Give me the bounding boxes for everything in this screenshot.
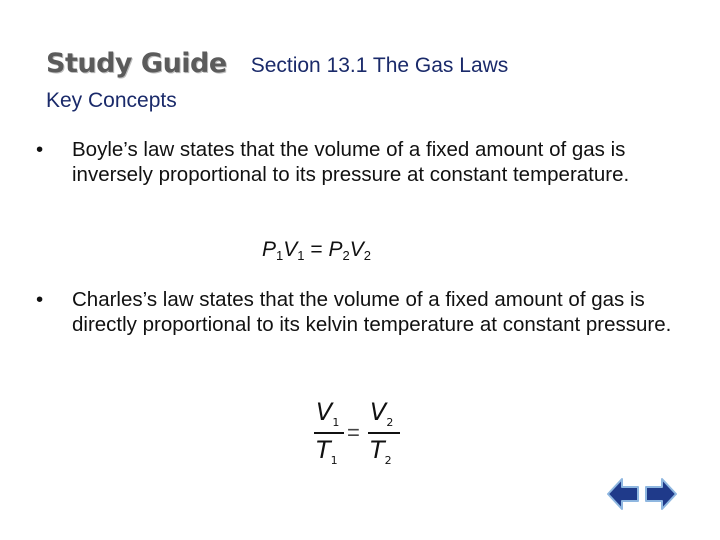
eq-t1-subscript: 1 [330, 454, 338, 467]
right-arrow-icon[interactable] [644, 476, 678, 512]
denominator-left [316, 436, 338, 467]
eq-v2-subscript: 2 [363, 248, 371, 263]
eq-t2-subscript: 2 [384, 454, 392, 467]
slide-navigation [606, 476, 678, 512]
fraction-bar-right [368, 432, 400, 434]
eq-equals: = [304, 238, 329, 261]
eq-p1-subscript: 1 [276, 248, 284, 263]
boyles-law-equation [262, 238, 371, 263]
bullet-marker: • [36, 138, 44, 161]
left-arrow-icon[interactable] [606, 476, 640, 512]
numerator-left [316, 398, 339, 429]
eq-t2: T [370, 436, 385, 464]
eq-v1-subscript: 1 [332, 416, 340, 429]
eq-v1: V [316, 398, 333, 426]
charles-law-equation [310, 398, 410, 472]
eq-v2: V [349, 238, 364, 261]
denominator-right [370, 436, 392, 467]
eq-v2: V [370, 398, 387, 426]
fraction-bar-left [314, 432, 344, 434]
bullet-boyles-law [36, 138, 676, 187]
header [46, 48, 508, 84]
numerator-right [370, 398, 393, 429]
bullet-charles-law [36, 288, 676, 337]
bullet-text: Charles’s law states that the volume of a fixed amount of gas is directly proportional to its kelvin temperature at constant pressure. [72, 288, 672, 336]
eq-v1-subscript: 1 [297, 248, 305, 263]
section-title: Section 13.1 The Gas Laws [250, 54, 509, 77]
eq-p1: P [262, 238, 277, 261]
eq-p2-subscript: 2 [342, 248, 350, 263]
bullet-text: Boyle’s law states that the volume of a fixed amount of gas is inversely proportional to its pressure at constant temperature. [72, 138, 630, 186]
study-guide-logo: Study Guide [46, 48, 227, 79]
eq-t1: T [316, 436, 331, 464]
bullet-marker: • [36, 288, 44, 311]
eq-equals: = [347, 420, 360, 445]
eq-p2: P [328, 238, 343, 261]
eq-v2-subscript: 2 [386, 416, 394, 429]
key-concepts-heading: Key Concepts [46, 89, 177, 112]
eq-v1: V [283, 238, 298, 261]
